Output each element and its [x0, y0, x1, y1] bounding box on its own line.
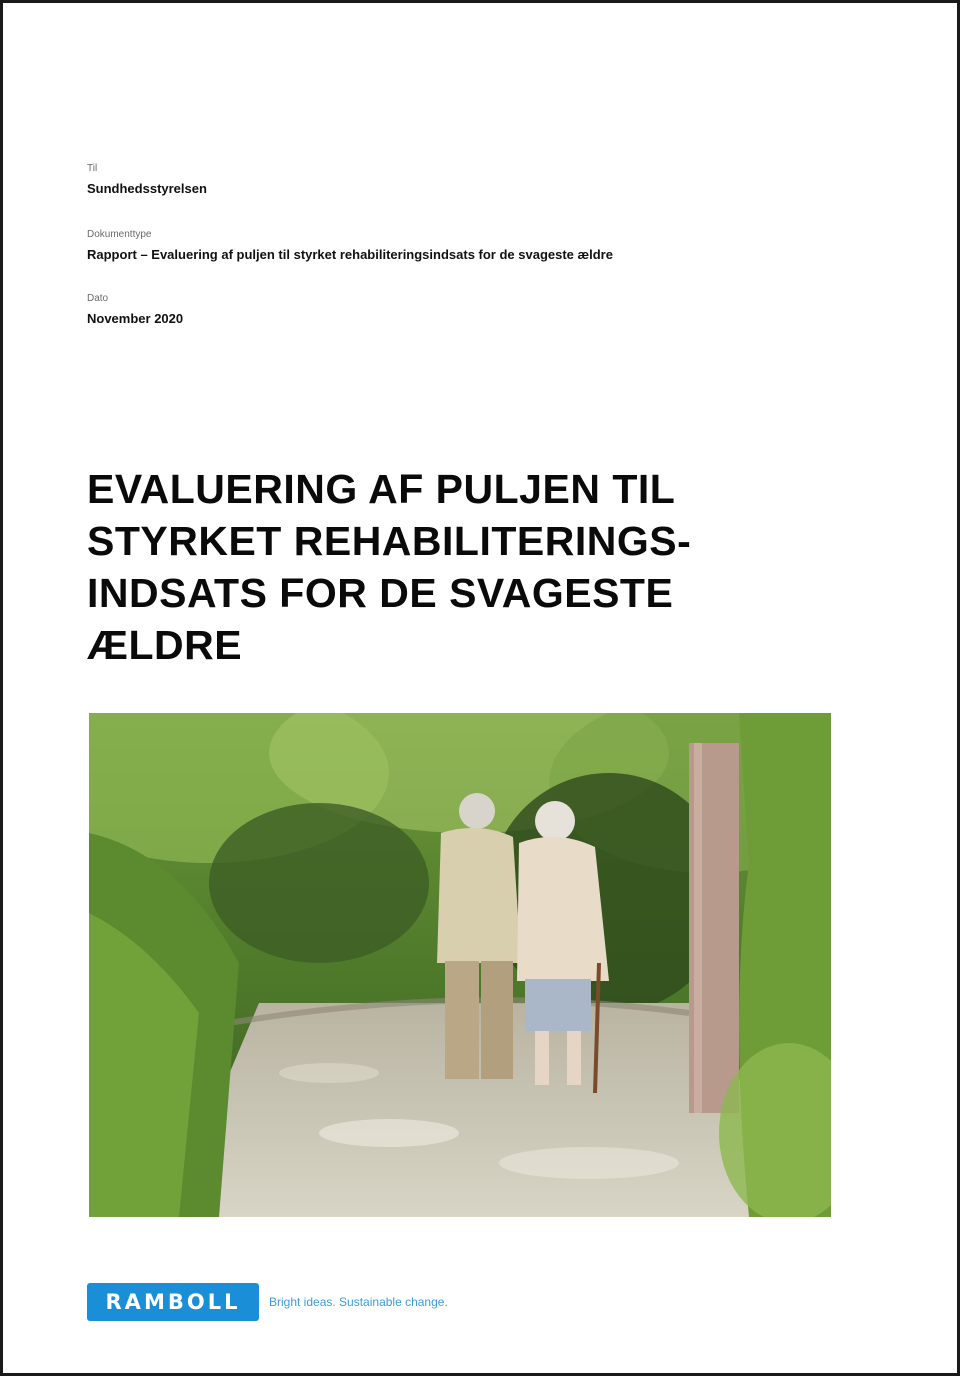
ramboll-logo: RAMBOLL	[87, 1283, 259, 1321]
recipient-block	[87, 163, 207, 197]
recipient-label: Til	[87, 163, 98, 174]
document-type-value: Rapport – Evaluering af puljen til styrket rehabiliteringsindsats for de svageste ældre	[87, 247, 613, 262]
date-block	[87, 293, 183, 327]
date-value: November 2020	[87, 311, 184, 326]
recipient-value: Sundhedsstyrelsen	[87, 181, 207, 196]
document-type-block	[87, 229, 613, 263]
title-line-1: EVALUERING AF PULJEN TIL	[87, 466, 676, 512]
title-line-2: STYRKET REHABILITERINGS-	[87, 518, 692, 564]
title-line-3: INDSATS FOR DE SVAGESTE	[87, 570, 674, 616]
cover-photo-elderly-couple-garden-path	[89, 713, 831, 1217]
title-line-4: ÆLDRE	[87, 622, 243, 668]
document-type-label: Dokumenttype	[87, 229, 152, 240]
date-label: Dato	[87, 293, 109, 304]
report-title	[87, 463, 867, 671]
company-tagline: Bright ideas. Sustainable change.	[269, 1295, 448, 1309]
